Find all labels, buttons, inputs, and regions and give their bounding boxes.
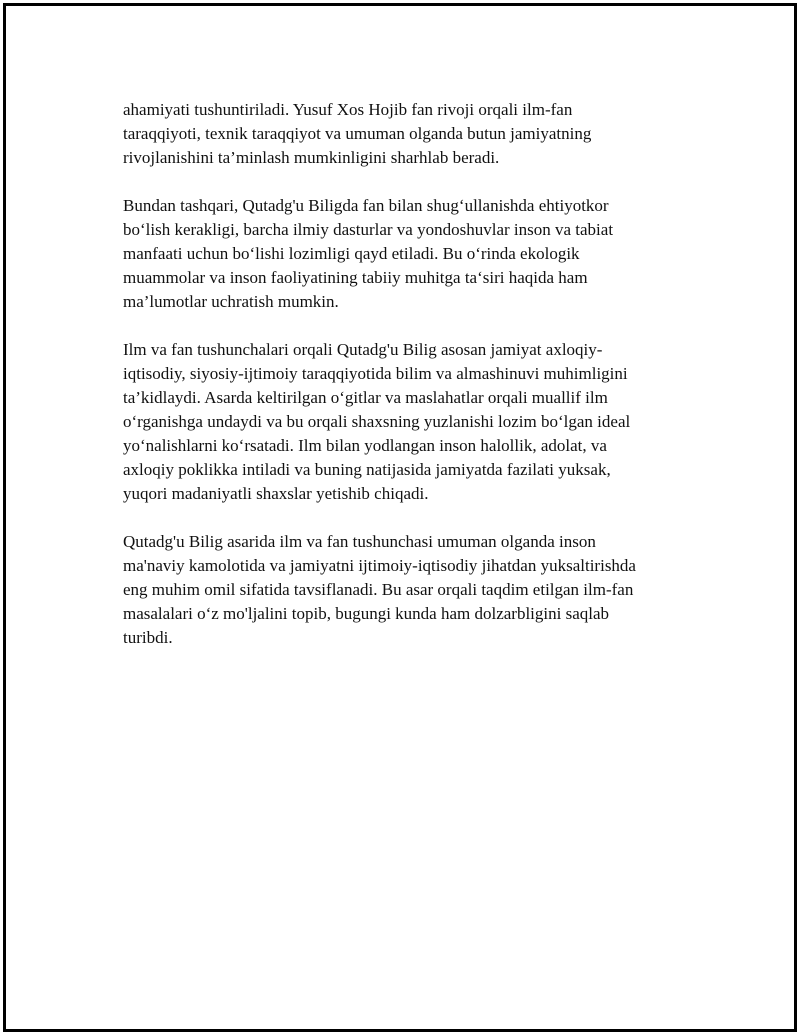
- text-line: ahamiyati tushuntiriladi. Yusuf Xos Hojib fan rivoji orqali ilm-fan: [123, 100, 573, 119]
- text-line: manfaati uchun bo‘lishi lozimligi qayd etiladi. Bu o‘rinda ekologik: [123, 244, 580, 263]
- paragraph-2: [123, 194, 683, 314]
- text-line: muammolar va inson faoliyatining tabiiy muhitga ta‘siri haqida ham: [123, 268, 588, 287]
- text-line: axloqiy poklikka intiladi va buning natijasida jamiyatda fazilati yuksak,: [123, 460, 611, 479]
- text-line: rivojlanishini ta’minlash mumkinligini sharhlab beradi.: [123, 148, 500, 167]
- text-line: ma’lumotlar uchratish mumkin.: [123, 292, 339, 311]
- text-line: o‘rganishga undaydi va bu orqali shaxsning yuzlanishi lozim bo‘lgan ideal: [123, 412, 631, 431]
- document-page: [3, 3, 797, 1032]
- paragraph-3: [123, 338, 683, 506]
- text-line: Ilm va fan tushunchalari orqali Qutadg'u Bilig asosan jamiyat axloqiy-: [123, 340, 603, 359]
- text-line: iqtisodiy, siyosiy-ijtimoiy taraqqiyotida bilim va almashinuvi muhimligini: [123, 364, 628, 383]
- text-line: masalalari o‘z mo'ljalini topib, bugungi kunda ham dolzarbligini saqlab: [123, 604, 610, 623]
- paragraph-4: [123, 530, 683, 650]
- text-line: eng muhim omil sifatida tavsiflanadi. Bu asar orqali taqdim etilgan ilm-fan: [123, 580, 634, 599]
- text-line: ta’kidlaydi. Asarda keltirilgan o‘gitlar va maslahatlar orqali muallif ilm: [123, 388, 608, 407]
- paragraph-1: [123, 98, 683, 170]
- text-line: turibdi.: [123, 628, 173, 647]
- text-line: bo‘lish kerakligi, barcha ilmiy dasturlar va yondoshuvlar inson va tabiat: [123, 220, 614, 239]
- text-line: ma'naviy kamolotida va jamiyatni ijtimoiy-iqtisodiy jihatdan yuksaltirishda: [123, 556, 636, 575]
- document-body: [123, 98, 683, 674]
- text-line: yuqori madaniyatli shaxslar yetishib chiqadi.: [123, 484, 429, 503]
- text-line: Bundan tashqari, Qutadg'u Biligda fan bilan shug‘ullanishda ehtiyotkor: [123, 196, 609, 215]
- text-line: yo‘nalishlarni ko‘rsatadi. Ilm bilan yodlangan inson halollik, adolat, va: [123, 436, 607, 455]
- text-line: taraqqiyoti, texnik taraqqiyot va umuman olganda butun jamiyatning: [123, 124, 592, 143]
- text-line: Qutadg'u Bilig asarida ilm va fan tushunchasi umuman olganda inson: [123, 532, 596, 551]
